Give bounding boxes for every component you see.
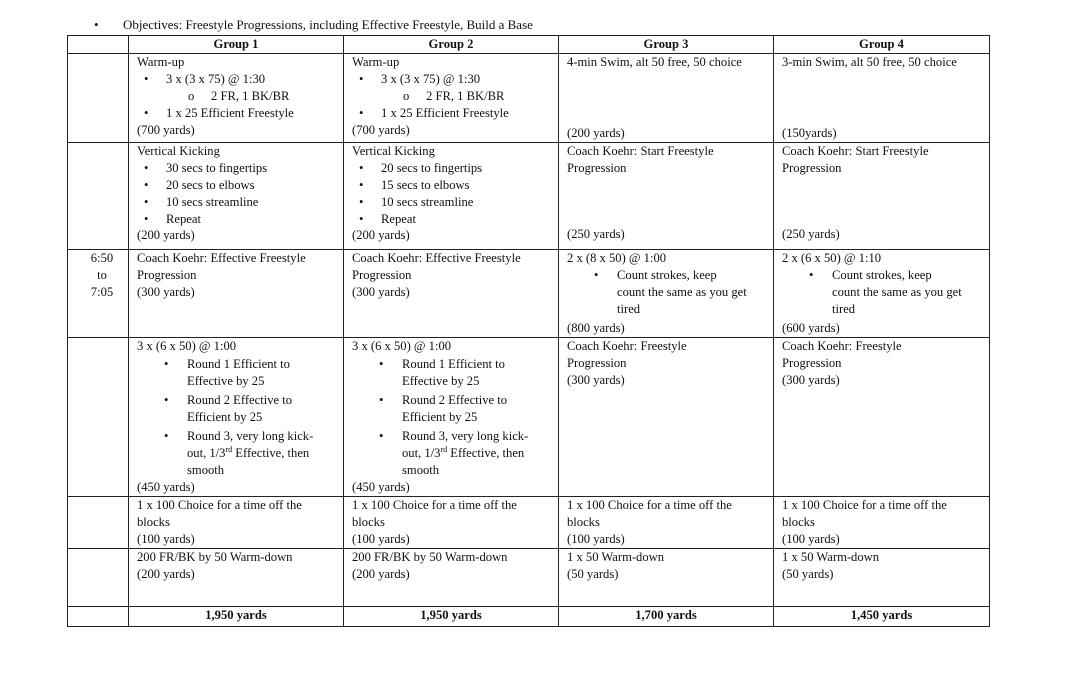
bullet-text: Effective by 25 [402, 374, 480, 388]
yardage: (200 yards) [567, 126, 625, 140]
cell-text: blocks [137, 515, 170, 529]
header-group-4: Group 4 [774, 36, 990, 54]
cell-text: 3 x (6 x 50) @ 1:00 [137, 339, 237, 353]
bullet-text: smooth [402, 463, 440, 477]
bullet-item: • 20 secs to elbows [137, 177, 343, 194]
bullet-text: smooth [187, 463, 225, 477]
yardage: (300 yards) [352, 285, 410, 299]
header-time [68, 36, 129, 54]
group-1-cell [129, 497, 344, 549]
table-row [68, 250, 990, 338]
bullet-text: tired [832, 302, 856, 316]
cell-text: Progression [137, 268, 197, 282]
table-row [68, 497, 990, 549]
cell-text: Coach Koehr: Start Freestyle [782, 144, 929, 158]
bullet-text-part: Effective, then [447, 446, 525, 460]
cell-text: 1 x 50 Warm-down [567, 550, 665, 564]
group-4-cell [774, 497, 990, 549]
yardage: (450 yards) [352, 480, 410, 494]
bullet-item [352, 392, 558, 426]
cell-text: 1 x 50 Warm-down [782, 550, 880, 564]
bullet-text: count the same as you get [617, 285, 747, 299]
cell-text: Warm-up [137, 55, 185, 69]
yardage: (250 yards) [567, 227, 625, 241]
ordinal-suffix: rd [440, 444, 448, 454]
yardage: (250 yards) [782, 227, 840, 241]
header-group-2: Group 2 [344, 36, 559, 54]
group-3-total: 1,700 yards [559, 607, 774, 627]
yardage: (450 yards) [137, 480, 195, 494]
cell-text: 1 x 100 Choice for a time off the [567, 498, 732, 512]
cell-text: blocks [782, 515, 815, 529]
yardage: (800 yards) [567, 321, 625, 335]
bullet-item: • 10 secs streamline [137, 194, 343, 211]
cell-text: Coach Koehr: Effective Freestyle [352, 251, 521, 265]
cell-text: Warm-up [352, 55, 400, 69]
cell-text: 2 x (6 x 50) @ 1:10 [782, 251, 882, 265]
bullet-text [187, 445, 343, 462]
table-row [68, 338, 990, 497]
cell-text: Progression [567, 356, 627, 370]
cell-text: Vertical Kicking [352, 144, 435, 158]
bullet-text-part: out, 1/3 [187, 446, 226, 460]
bullet-item: • 30 secs to fingertips [137, 160, 343, 177]
ordinal-suffix: rd [225, 444, 233, 454]
yardage: (300 yards) [567, 373, 625, 387]
bullet-dot: • [164, 357, 169, 371]
bullet-item: • Repeat [352, 211, 558, 228]
totals-row [68, 607, 990, 627]
table-row [68, 54, 990, 143]
yardage: (200 yards) [352, 228, 410, 242]
time-cell [68, 143, 129, 250]
bullet-item: • 15 secs to elbows [352, 177, 558, 194]
yardage: (100 yards) [782, 532, 840, 546]
cell-text: 1 x 100 Choice for a time off the [782, 498, 947, 512]
bullet-dot: • [164, 393, 169, 407]
yardage: (50 yards) [567, 567, 619, 581]
group-1-cell [129, 54, 344, 143]
cell-text: Progression [782, 161, 842, 175]
group-3-cell [559, 497, 774, 549]
cell-text: Vertical Kicking [137, 144, 220, 158]
cell-text: 2 x (8 x 50) @ 1:00 [567, 251, 667, 265]
yardage: (200 yards) [352, 567, 410, 581]
cell-text: Progression [567, 161, 627, 175]
table-row [68, 549, 990, 607]
time-cell [68, 549, 129, 607]
yardage: (300 yards) [137, 285, 195, 299]
bullet-item [137, 428, 343, 479]
group-2-cell [344, 549, 559, 607]
objective-bullet: • [94, 17, 99, 32]
group-1-cell [129, 549, 344, 607]
bullet-item: • 20 secs to fingertips [352, 160, 558, 177]
group-2-cell [344, 338, 559, 497]
bullet-item: • 10 secs streamline [352, 194, 558, 211]
group-1-cell [129, 143, 344, 250]
cell-text: Coach Koehr: Freestyle [567, 339, 687, 353]
yardage: (50 yards) [782, 567, 834, 581]
group-3-cell [559, 143, 774, 250]
cell-text: 3-min Swim, alt 50 free, 50 choice [782, 55, 957, 69]
group-4-cell [774, 250, 990, 338]
group-3-cell [559, 338, 774, 497]
bullet-dot: • [379, 393, 384, 407]
bullet-item [352, 428, 558, 479]
cell-text: 200 FR/BK by 50 Warm-down [137, 550, 293, 564]
bullet-text: Efficient by 25 [402, 410, 478, 424]
cell-text: Progression [782, 356, 842, 370]
bullet-item [782, 267, 989, 318]
group-3-cell [559, 250, 774, 338]
table-row [68, 143, 990, 250]
bullet-text: Round 2 Effective to [402, 393, 508, 407]
time-cell [68, 338, 129, 497]
bullet-text-part: out, 1/3 [402, 446, 441, 460]
bullet-text: count the same as you get [832, 285, 962, 299]
group-2-cell [344, 143, 559, 250]
time-cell [68, 497, 129, 549]
group-4-cell [774, 549, 990, 607]
group-4-cell [774, 54, 990, 143]
bullet-text-part: Effective, then [232, 446, 310, 460]
time-end: 7:05 [90, 285, 114, 299]
time-to: to [97, 268, 107, 282]
bullet-dot: • [164, 429, 169, 443]
group-2-cell [344, 250, 559, 338]
header-group-3: Group 3 [559, 36, 774, 54]
group-1-cell [129, 338, 344, 497]
bullet-item: • 1 x 25 Efficient Freestyle [352, 105, 558, 122]
bullet-item [567, 267, 773, 318]
time-start: 6:50 [90, 251, 114, 265]
bullet-dot: • [594, 268, 599, 282]
practice-plan-table [67, 35, 990, 627]
bullet-dot: • [379, 429, 384, 443]
cell-text: blocks [352, 515, 385, 529]
yardage: (300 yards) [782, 373, 840, 387]
bullet-dot: • [379, 357, 384, 371]
group-4-total: 1,450 yards [774, 607, 990, 627]
yardage: (600 yards) [782, 321, 840, 335]
bullet-item: • 3 x (3 x 75) @ 1:30 [352, 71, 558, 88]
header-group-1: Group 1 [129, 36, 344, 54]
yardage: (200 yards) [137, 567, 195, 581]
cell-text: 4-min Swim, alt 50 free, 50 choice [567, 55, 742, 69]
sub-bullet-item: o 2 FR, 1 BK/BR [137, 88, 343, 105]
bullet-text: Count strokes, keep [832, 268, 932, 282]
bullet-dot: • [809, 268, 814, 282]
cell-text: 200 FR/BK by 50 Warm-down [352, 550, 508, 564]
bullet-item: • Repeat [137, 211, 343, 228]
bullet-item: • 1 x 25 Efficient Freestyle [137, 105, 343, 122]
cell-text: blocks [567, 515, 600, 529]
bullet-item: • 3 x (3 x 75) @ 1:30 [137, 71, 343, 88]
cell-text: 3 x (6 x 50) @ 1:00 [352, 339, 452, 353]
bullet-item [352, 356, 558, 390]
cell-text: Coach Koehr: Effective Freestyle [137, 251, 306, 265]
bullet-text [402, 445, 558, 462]
bullet-text: Round 3, very long kick- [187, 429, 314, 443]
cell-text: Coach Koehr: Start Freestyle [567, 144, 714, 158]
group-1-cell [129, 250, 344, 338]
group-2-cell [344, 497, 559, 549]
bullet-text: Count strokes, keep [617, 268, 717, 282]
bullet-text: Effective by 25 [187, 374, 265, 388]
yardage: (200 yards) [137, 228, 195, 242]
header-row [68, 36, 990, 54]
yardage: (700 yards) [137, 123, 195, 137]
group-4-cell [774, 143, 990, 250]
bullet-text: Round 1 Efficient to [187, 357, 290, 371]
yardage: (100 yards) [567, 532, 625, 546]
objective-text: Objectives: Freestyle Progressions, including Effective Freestyle, Build a Base [123, 17, 533, 32]
group-2-total: 1,950 yards [344, 607, 559, 627]
cell-text: Progression [352, 268, 412, 282]
time-cell [68, 54, 129, 143]
cell-text: 1 x 100 Choice for a time off the [352, 498, 517, 512]
bullet-text: Efficient by 25 [187, 410, 263, 424]
yardage: (100 yards) [137, 532, 195, 546]
cell-text: 1 x 100 Choice for a time off the [137, 498, 302, 512]
time-cell [68, 250, 129, 338]
bullet-text: Round 2 Effective to [187, 393, 293, 407]
sub-bullet-item: o 2 FR, 1 BK/BR [352, 88, 558, 105]
group-3-cell [559, 549, 774, 607]
group-3-cell [559, 54, 774, 143]
bullet-text: tired [617, 302, 641, 316]
bullet-text: Round 1 Efficient to [402, 357, 505, 371]
group-4-cell [774, 338, 990, 497]
yardage: (100 yards) [352, 532, 410, 546]
group-2-cell [344, 54, 559, 143]
yardage: (700 yards) [352, 123, 410, 137]
bullet-text: Round 3, very long kick- [402, 429, 529, 443]
bullet-item [137, 356, 343, 390]
cell-text: Coach Koehr: Freestyle [782, 339, 902, 353]
group-1-total: 1,950 yards [129, 607, 344, 627]
time-cell [68, 607, 129, 627]
bullet-item [137, 392, 343, 426]
yardage: (150yards) [782, 126, 837, 140]
